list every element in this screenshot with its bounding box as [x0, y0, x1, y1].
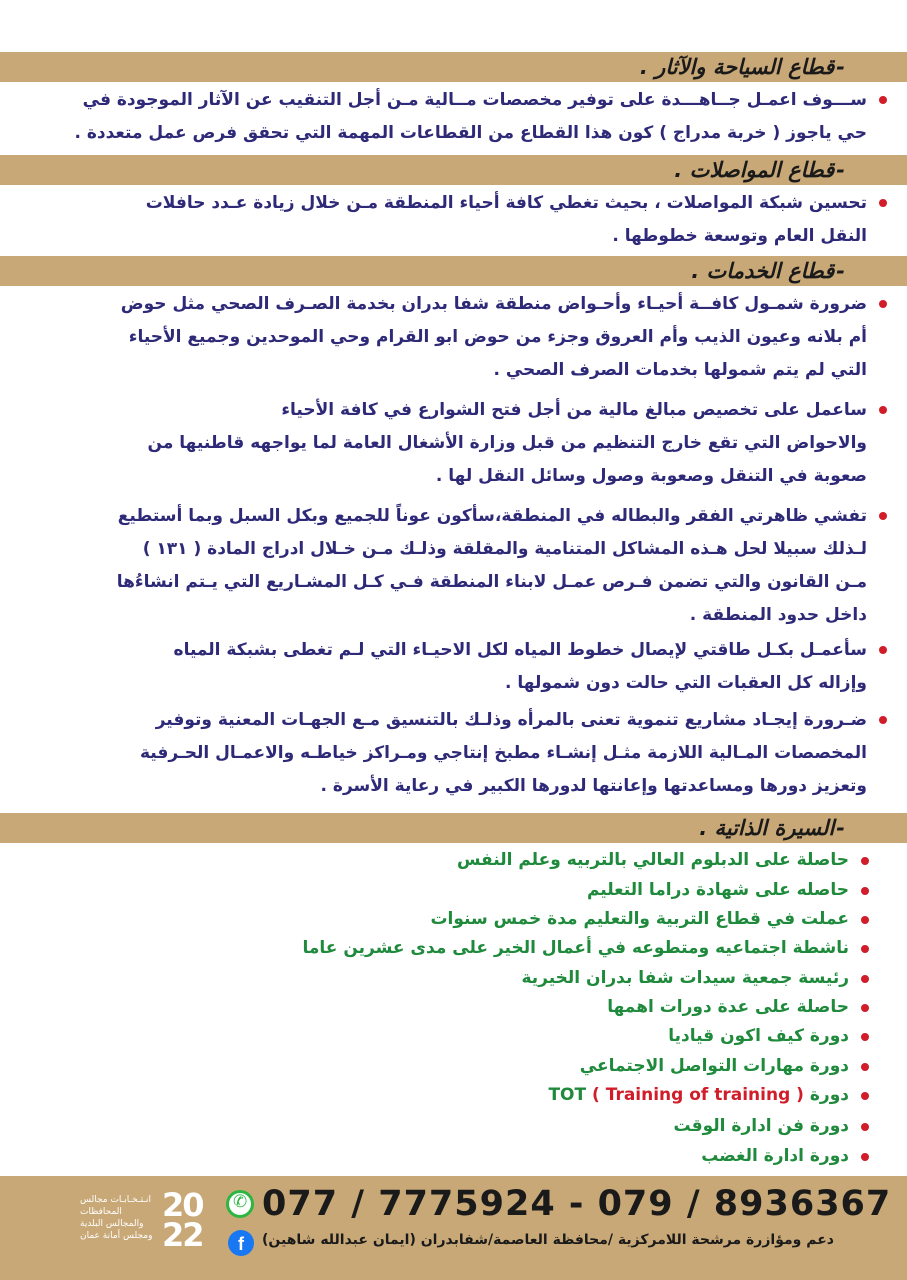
paragraph-line: ســـوف اعمـل جــاهـــدة على توفير مخصصات مــالية مـن أجل التنقيب عن الآثار الموجودة في: [82, 90, 867, 110]
paragraph-line: تفشي ظاهرتي الفقر والبطاله في المنطقة،سأكون عوناً للجميع وبكل السبل وبما أستطيع: [117, 506, 867, 526]
phone-numbers[interactable]: 077 / 7775924 - 079 / 8936367: [262, 1184, 892, 1224]
bullet-icon: [879, 646, 887, 654]
section-title-cv: السيرة الذاتية .: [699, 816, 835, 840]
section-header-services: [0, 256, 907, 286]
election-logo-caption: انـتـخـابـات مجالس المحافظات والمجالس البلدية ومجلس أمانة عمان: [80, 1195, 153, 1241]
cv-item: [607, 993, 849, 1021]
transport-paragraph: [72, 187, 867, 253]
tot-latin-text: ( Training of training ): [592, 1085, 804, 1105]
bullet-icon: [879, 716, 887, 724]
bullet-icon: [861, 916, 869, 924]
services-paragraph-poverty: [72, 500, 867, 632]
support-text: دعم ومؤازرة مرشحة اللامركزية /محافظة العاصمة/شفابدران (ايمان عبدالله شاهين): [262, 1232, 834, 1248]
bullet-icon: [861, 945, 869, 953]
bullet-icon: [879, 96, 887, 104]
paragraph-line: أم بلانه وعيون الذيب وأم العروق وجزء من حوض ابو القرام وحي الموحدين وجميع الأحياء: [128, 327, 867, 347]
logo-digits-top: 20: [162, 1186, 203, 1224]
section-title-transport: قطاع المواصلات .: [674, 158, 835, 182]
facebook-icon[interactable]: f: [228, 1230, 254, 1256]
cv-item-text: دورة كيف اكون قياديا: [668, 1026, 849, 1046]
cv-item: [587, 876, 849, 904]
cv-item-text: دورة فن ادارة الوقت: [673, 1116, 849, 1136]
cv-item: [668, 1022, 849, 1050]
paragraph-line: ضرورة شمـول كافــة أحيـاء وأحـواض منطقة شفا بدران بخدمة الصـرف الصحي مثل حوض: [120, 294, 867, 314]
whatsapp-icon: [226, 1190, 254, 1218]
cv-item: [430, 905, 849, 933]
paragraph-line: داخل حدود المنطقة .: [689, 605, 867, 625]
section-title-services: قطاع الخدمات .: [691, 259, 835, 283]
election-2022-logo: [162, 1186, 210, 1256]
services-paragraph-roads: [72, 394, 867, 493]
services-paragraph-sewage: [72, 288, 867, 387]
paragraph-line: وإزاله كل العقبات التي حالت دون شمولها .: [504, 673, 867, 693]
logo-digits-bottom: 22: [162, 1216, 203, 1254]
header-dash: -: [836, 816, 845, 840]
tourism-paragraph: [72, 84, 867, 150]
cv-item-text: ناشطة اجتماعيه ومتطوعه في أعمال الخير على مدى عشرين عاما: [302, 938, 849, 958]
bullet-icon: [879, 406, 887, 414]
cv-item-tot: [548, 1081, 849, 1109]
paragraph-line: ساعمل على تخصيص مبالغ مالية من أجل فتح الشوارع في كافة الأحياء: [281, 400, 867, 420]
bullet-icon: [861, 975, 869, 983]
services-paragraph-women: [72, 704, 867, 803]
cv-item: [674, 1112, 850, 1140]
bullet-icon: [879, 512, 887, 520]
paragraph-line: النقل العام وتوسعة خطوطها .: [612, 226, 867, 246]
bullet-icon: [861, 857, 869, 865]
cv-item: [303, 934, 849, 962]
paragraph-line: وتعزيز دورها ومساعدتها وإعانتها لدورها الكبير في رعاية الأسرة .: [320, 776, 867, 796]
section-header-tourism: [0, 52, 907, 82]
paragraph-line: المخصصات المـالية اللازمة مثـل إنشـاء مطبخ إنتاجي ومـراكز خياطـه والاعمـال الحـرفية: [140, 743, 867, 763]
footer: [0, 1176, 907, 1280]
header-dash: -: [836, 55, 845, 79]
cv-item-text: حاصلة على الدبلوم العالي بالتربيه وعلم النفس: [457, 850, 849, 870]
paragraph-line: سأعمـل بكـل طاقتي لإيصال خطوط المياه لكل الاحيـاء التي لـم تغطى بشبكة المياه: [173, 640, 867, 660]
cv-item-text: دورة TOT: [548, 1085, 849, 1105]
bullet-icon: [861, 1092, 869, 1100]
section-header-cv: [0, 813, 907, 843]
bullet-icon: [861, 887, 869, 895]
cv-item-text: حاصله على شهادة دراما التعليم: [586, 880, 849, 900]
cv-item: [701, 1142, 849, 1170]
services-paragraph-water: [72, 634, 867, 700]
paragraph-line: والاحواض التي تقع خارج التنظيم من قبل وزارة الأشغال العامة لما يواجهه قاطنيها من: [147, 433, 867, 453]
paragraph-line: التي لم يتم شمولها بخدمات الصرف الصحي .: [493, 360, 867, 380]
paragraph-line: صعوبة في التنقل وصعوبة وصول وسائل النقل لها .: [435, 466, 867, 486]
bullet-icon: [879, 199, 887, 207]
section-title-tourism: قطاع السياحة والآثار .: [639, 55, 835, 79]
paragraph-line: مـن القانون والتي تضمن فـرص عمـل لابناء المنطقة فـي كـل المشـاريع التي يـتم انشاءُها: [116, 572, 867, 592]
cv-item: [521, 964, 849, 992]
cv-item-text: عملت في قطاع التربية والتعليم مدة خمس سنوات: [430, 909, 849, 929]
bullet-icon: [861, 1063, 869, 1071]
paragraph-line: ضـرورة إيجـاد مشاريع تنموية تعنى بالمرأه وذلـك بالتنسيق مـع الجهـات المعنية وتوفير: [155, 710, 867, 730]
header-dash: -: [836, 259, 845, 283]
bullet-icon: [861, 1123, 869, 1131]
cv-item: [457, 846, 849, 874]
cv-item-text: دورة ادارة الغضب: [701, 1146, 849, 1166]
cv-item-text: حاصلة على عدة دورات اهمها: [607, 997, 849, 1017]
paragraph-line: لـذلك سبيلا لحل هـذه المشاكل المتنامية والمقلقة وذلـك مـن خـلال ادراج المادة ( ١٣١ ): [142, 539, 867, 559]
section-header-transport: [0, 155, 907, 185]
paragraph-line: تحسين شبكة المواصلات ، بحيث تغطي كافة أحياء المنطقة مـن خلال زيادة عـدد حافلات: [145, 193, 867, 213]
cv-item: [580, 1052, 849, 1080]
cv-item-text: دورة مهارات التواصل الاجتماعي: [579, 1056, 849, 1076]
bullet-icon: [861, 1153, 869, 1161]
cv-item-text: رئيسة جمعية سيدات شفا بدران الخيرية: [521, 968, 849, 988]
header-dash: -: [836, 158, 845, 182]
bullet-icon: [861, 1004, 869, 1012]
bullet-icon: [861, 1033, 869, 1041]
bullet-icon: [879, 300, 887, 308]
paragraph-line: حي ياجوز ( خربة مدراج ) كون هذا القطاع من القطاعات المهمة التي تحقق فرص عمل متعددة .: [74, 123, 867, 143]
